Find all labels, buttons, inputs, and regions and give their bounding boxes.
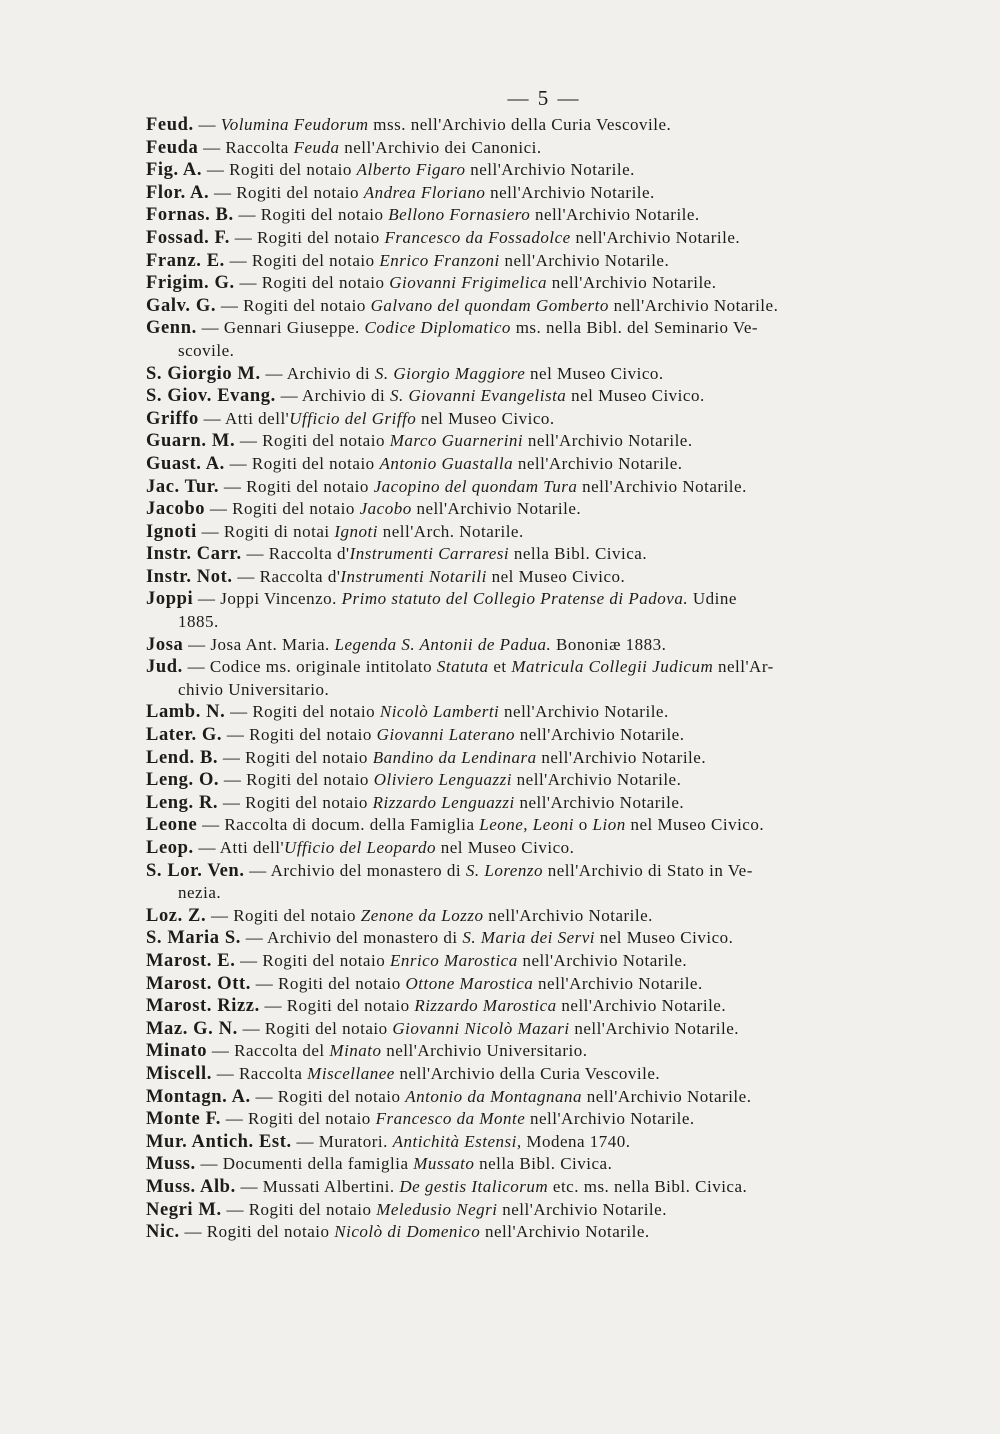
entry-text: nell'Archivio Notarile. [513, 453, 683, 473]
entry-italic-title: Meledusio Negri [376, 1199, 498, 1219]
entry-text: et [488, 657, 512, 677]
entry-text: — Raccolta di docum. della Famiglia [197, 815, 480, 835]
entry-italic-title: Enrico Franzoni [379, 250, 500, 270]
entry-text: — Rogiti del notaio [237, 1018, 393, 1038]
entry-italic-title: S. Maria dei Servi [462, 928, 596, 948]
entry-abbreviation: Fossad. F. [146, 227, 230, 248]
entry-text: — Rogiti del notaio [218, 747, 373, 767]
entry-text: nell'Archivio Notarile. [582, 1086, 752, 1106]
entry-text: — Rogiti di notai [196, 521, 335, 541]
entry-text: nell'Archivio Notarile. [515, 725, 685, 745]
entry-text: — Rogiti del notaio [250, 973, 406, 993]
entry-abbreviation: Galv. G. [146, 295, 217, 316]
entry-text: nel Museo Civico. [416, 408, 555, 428]
entry-text: ms. nella Bibl. del Seminario Ve- [510, 318, 759, 338]
entry-text: — Rogiti del notaio [225, 702, 380, 722]
entry-text: — Rogiti del notaio [222, 725, 377, 745]
entry-abbreviation: Instr. Carr. [146, 544, 242, 565]
entry-abbreviation: Guast. A. [146, 453, 225, 474]
entry-text: nell'Archivio Notarile. [497, 1199, 667, 1219]
entry-text: nell'Archivio Notarile. [556, 996, 727, 1016]
entry-abbreviation: Jac. Tur. [146, 476, 220, 497]
entry-abbreviation: Instr. Not. [146, 566, 233, 587]
list-item [146, 701, 906, 724]
entry-italic-title: Giovanni Frigimelica [389, 273, 548, 293]
entry-text: nell'Archivio Notarile. [483, 905, 653, 925]
entry-text: nella Bibl. Civica. [474, 1154, 613, 1174]
entry-abbreviation: Lamb. N. [146, 702, 226, 723]
entry-italic-title: Enrico Marostica [389, 950, 518, 970]
list-item [146, 385, 906, 408]
list-item [146, 1199, 906, 1222]
entry-text: — Gennari Giuseppe. [196, 318, 365, 338]
entry-abbreviation: S. Giorgio M. [146, 363, 261, 384]
list-item [146, 476, 906, 499]
entry-abbreviation: Minato [146, 1041, 208, 1062]
list-item [146, 137, 906, 160]
entry-italic-title: Mussato [413, 1154, 475, 1174]
entry-italic-title: Antonio Guastalla [379, 453, 514, 473]
list-item [146, 1221, 906, 1244]
entry-text: mss. nell'Archivio della Curia Vescovile. [368, 115, 672, 134]
entry-italic-title: Legenda S. Antonii de Padua. [334, 634, 552, 654]
entry-abbreviation: Mur. Antich. Est. [146, 1131, 292, 1152]
list-item [146, 498, 906, 521]
entry-text: — Documenti della famiglia [195, 1154, 414, 1174]
entry-text: etc. ms. nella Bibl. Civica. [548, 1176, 748, 1196]
entry-text: nel Museo Civico. [566, 386, 705, 406]
entry-italic-title: Feuda [293, 137, 340, 157]
entry-italic-title: Giovanni Nicolò Mazari [392, 1018, 570, 1038]
list-item [146, 114, 906, 137]
entry-italic-title: Zenone da Lozzo [360, 905, 484, 925]
list-item [146, 769, 906, 792]
entry-text: — Rogiti del notaio [179, 1222, 335, 1242]
entry-text: — Josa Ant. Maria. [183, 634, 335, 654]
entry-italic-title: Matricula Collegii Judicum [511, 657, 714, 677]
entry-italic-title: Marco Guarnerini [389, 431, 524, 451]
list-item [146, 363, 906, 386]
entry-text: — Rogiti del notaio [229, 227, 385, 247]
entry-text: — Rogiti del notaio [221, 1199, 377, 1219]
entry-abbreviation: Jud. [146, 657, 183, 678]
list-item [146, 250, 906, 273]
entry-text: — Rogiti del notaio [218, 792, 373, 812]
entry-italic-title: Ufficio del Leopardo [284, 838, 437, 857]
entry-text: — Atti dell' [198, 408, 290, 428]
entry-text: — Raccolta [211, 1063, 308, 1083]
entry-text: — Raccolta [198, 137, 294, 157]
entry-text: nell'Archivio dei Canonici. [339, 137, 542, 157]
entry-italic-title: Oliviero Lenguazzi [373, 770, 512, 790]
list-item [146, 295, 906, 318]
entry-abbreviation: Maz. G. N. [146, 1018, 238, 1039]
entry-text: — Rogiti del notaio [219, 476, 374, 496]
entry-text: nell'Ar- [713, 657, 774, 677]
entry-abbreviation: Jacobo [146, 499, 206, 520]
entry-text: nel Museo Civico. [436, 838, 575, 857]
list-item [146, 1063, 906, 1086]
entry-text: nell'Archivio Notarile. [547, 273, 717, 293]
entry-text: nell'Archivio Notarile. [411, 499, 582, 519]
list-item [146, 950, 906, 973]
list-item [146, 521, 906, 544]
entry-abbreviation: Feuda [146, 137, 199, 158]
entry-text: nell'Archivio Notarile. [480, 1222, 650, 1242]
entry-abbreviation: Later. G. [146, 725, 223, 746]
entry-italic-title: Instrumenti Carraresi [349, 544, 510, 564]
entry-continuation: chivio Universitario. [178, 679, 330, 699]
entry-text: nel Museo Civico. [595, 928, 734, 948]
entry-text: — Rogiti del notaio [219, 770, 374, 790]
list-item [146, 272, 906, 295]
list-item [146, 430, 906, 453]
entry-abbreviation: Lend. B. [146, 747, 219, 768]
entry-italic-title: Antichità Estensi, [392, 1131, 522, 1151]
entry-italic-title: Antonio da Montagnana [405, 1086, 583, 1106]
entry-abbreviation: Leng. O. [146, 770, 220, 791]
entry-text: nell'Archivio Notarile. [530, 205, 700, 225]
entry-text: — Rogiti del notaio [206, 905, 361, 925]
entry-abbreviation: S. Maria S. [146, 928, 241, 949]
entry-italic-title: Bellono Fornasiero [388, 205, 531, 225]
entry-abbreviation: Muss. Alb. [146, 1176, 236, 1197]
entry-text: nell'Archivio della Curia Vescovile. [394, 1063, 661, 1083]
list-item [146, 1086, 906, 1109]
entry-text: o [574, 815, 593, 835]
entry-abbreviation: S. Lor. Ven. [146, 860, 245, 881]
entry-text: — Mussati Albertini. [235, 1176, 400, 1196]
entry-abbreviation: Miscell. [146, 1063, 212, 1084]
list-item [146, 1018, 906, 1041]
entry-abbreviation: Franz. E. [146, 250, 225, 271]
entry-abbreviation: Nic. [146, 1222, 180, 1243]
entry-text: nel Museo Civico. [625, 815, 765, 835]
entry-text: — Rogiti del notaio [216, 295, 371, 315]
entry-text: nell'Archivio Notarile. [499, 250, 670, 270]
entry-abbreviation: Joppi [146, 589, 194, 610]
list-item [146, 317, 906, 362]
entry-abbreviation: Leng. R. [146, 792, 219, 813]
entry-text: nell'Archivio Notarile. [608, 295, 779, 315]
list-item [146, 1131, 906, 1154]
entry-text: nell'Archivio Notarile. [465, 160, 635, 180]
entry-text: — Rogiti del notaio [224, 250, 380, 270]
entry-text: — Rogiti del notaio [259, 996, 415, 1016]
entry-text: nell'Archivio Notarile. [577, 476, 747, 496]
entry-text: nell'Archivio Notarile. [517, 950, 688, 970]
list-item [146, 927, 906, 950]
list-item [146, 1153, 906, 1176]
entry-text: — Rogiti del notaio [233, 205, 389, 225]
entry-text: nell'Archivio Notarile. [499, 702, 669, 722]
list-item [146, 566, 906, 589]
entry-italic-title: Miscellanee [307, 1063, 395, 1083]
entry-abbreviation: Josa [146, 634, 184, 655]
entry-text: — Rogiti del notaio [202, 160, 357, 180]
entry-italic-title: Instrumenti Notarili [340, 566, 487, 586]
entry-text: nell'Archivio Universitario. [381, 1041, 588, 1061]
entry-abbreviation: Negri M. [146, 1199, 222, 1220]
entry-text: — Rogiti del notaio [221, 1109, 376, 1129]
entry-italic-title: Andrea Floriano [363, 182, 486, 202]
entry-abbreviation: S. Giov. Evang. [146, 386, 276, 407]
entry-abbreviation: Fornas. B. [146, 205, 234, 226]
abbreviation-list [146, 114, 906, 1244]
list-item [146, 724, 906, 747]
entry-text: — Rogiti del notaio [250, 1086, 406, 1106]
entry-italic-title: Galvano del quondam Gomberto [370, 295, 609, 315]
list-item [146, 860, 906, 905]
entry-italic-title: Statuta [436, 657, 489, 677]
entry-text: — Raccolta del [207, 1041, 330, 1061]
entry-italic-title: S. Giorgio Maggiore [374, 363, 526, 383]
list-item [146, 227, 906, 250]
entry-text: nell'Archivio Notarile. [525, 1109, 695, 1129]
entry-italic-title: Rizzardo Lenguazzi [372, 792, 515, 812]
entry-abbreviation: Monte F. [146, 1109, 222, 1130]
entry-text: — Rogiti del notaio [234, 273, 390, 293]
entry-italic-title: Ottone Marostica [405, 973, 534, 993]
entry-text: nell'Archivio Notarile. [514, 792, 685, 812]
entry-abbreviation: Frigim. G. [146, 273, 235, 294]
list-item [146, 792, 906, 815]
entry-text: — Raccolta d' [232, 566, 341, 586]
list-item [146, 204, 906, 227]
list-item [146, 1108, 906, 1131]
entry-abbreviation: Muss. [146, 1154, 196, 1175]
entry-text: nella Bibl. Civica. [509, 544, 648, 564]
list-item [146, 159, 906, 182]
entry-italic-title: Leone, Leoni [479, 815, 575, 835]
entry-text: — Archivio di [275, 386, 391, 406]
entry-text: nell'Archivio Notarile. [523, 431, 693, 451]
entry-abbreviation: Montagn. A. [146, 1086, 251, 1107]
entry-italic-title: Minato [329, 1041, 382, 1061]
entry-text: — Raccolta d' [241, 544, 350, 564]
entry-text: — Codice ms. originale intitolato [182, 657, 437, 677]
entry-text: Udine [688, 589, 737, 609]
entry-italic-title: Nicolò Lamberti [379, 702, 500, 722]
entry-abbreviation: Ignoti [146, 521, 197, 542]
list-item [146, 453, 906, 476]
entry-text: nell'Archivio Notarile. [511, 770, 682, 790]
list-item [146, 973, 906, 996]
entry-text: Modena 1740. [521, 1131, 631, 1151]
entry-text: — Rogiti del notaio [224, 453, 380, 473]
entry-continuation: scovile. [178, 340, 235, 360]
entry-abbreviation: Flor. A. [146, 182, 210, 203]
entry-italic-title: Jacobo [359, 499, 412, 519]
entry-continuation: 1885. [178, 612, 219, 632]
list-item [146, 182, 906, 205]
entry-abbreviation: Leone [146, 815, 198, 836]
entry-text: — Rogiti del notaio [209, 182, 364, 202]
list-item [146, 588, 906, 633]
entry-text: — [193, 115, 221, 134]
entry-abbreviation: Marost. Ott. [146, 973, 251, 994]
entry-text: nell'Archivio Notarile. [570, 227, 741, 247]
entry-italic-title: S. Lorenzo [465, 860, 543, 880]
entry-italic-title: Codice Diplomatico [364, 318, 511, 338]
entry-abbreviation: Feud. [146, 115, 194, 135]
entry-text: — Joppi Vincenzo. [193, 589, 342, 609]
list-item [146, 634, 906, 657]
entry-italic-title: S. Giovanni Evangelista [390, 386, 567, 406]
entry-text: nell'Archivio Notarile. [536, 747, 707, 767]
entry-text: — Archivio del monastero di [244, 860, 466, 880]
list-item [146, 543, 906, 566]
entry-text: nell'Archivio Notarile. [533, 973, 703, 993]
entry-abbreviation: Marost. E. [146, 950, 236, 971]
entry-text: — Archivio del monastero di [241, 928, 463, 948]
entry-italic-title: Jacopino del quondam Tura [373, 476, 578, 496]
list-item [146, 1040, 906, 1063]
list-item [146, 995, 906, 1018]
entry-italic-title: Bandino da Lendinara [372, 747, 537, 767]
entry-italic-title: Francesco da Monte [375, 1109, 526, 1129]
entry-italic-title: Francesco da Fossadolce [384, 227, 571, 247]
entry-italic-title: Primo statuto del Collegio Pratense di Padova. [341, 589, 689, 609]
list-item [146, 747, 906, 770]
entry-text: — Rogiti del notaio [205, 499, 360, 519]
entry-text: — Archivio di [260, 363, 375, 383]
list-item [146, 1176, 906, 1199]
entry-text: nel Museo Civico. [486, 566, 626, 586]
entry-italic-title: Giovanni Laterano [376, 725, 516, 745]
page-number: — 5 — [507, 86, 581, 110]
list-item [146, 408, 906, 431]
entry-text: Bononiæ 1883. [551, 634, 667, 654]
list-item [146, 814, 906, 837]
entry-abbreviation: Marost. Rizz. [146, 996, 260, 1017]
entry-continuation: nezia. [178, 883, 222, 903]
entry-text: nell'Archivio Notarile. [569, 1018, 739, 1038]
entry-italic-title: Ignoti [334, 521, 378, 541]
entry-italic-title: De gestis Italicorum [399, 1176, 549, 1196]
entry-italic-title: Rizzardo Marostica [414, 996, 557, 1016]
entry-abbreviation: Fig. A. [146, 160, 203, 181]
entry-italic-title: Volumina Feudorum [220, 115, 369, 134]
entry-text: nel Museo Civico. [525, 363, 664, 383]
entry-text: — Muratori. [291, 1131, 393, 1151]
entry-text: — Rogiti del notaio [235, 950, 390, 970]
entry-abbreviation: Genn. [146, 318, 197, 339]
entry-italic-title: Lion [592, 815, 626, 835]
entry-text: — Atti dell' [193, 838, 285, 857]
entry-text: nell'Arch. Notarile. [377, 521, 524, 541]
entry-italic-title: Ufficio del Griffo [289, 408, 417, 428]
entry-italic-title: Nicolò di Domenico [334, 1222, 481, 1242]
list-item [146, 905, 906, 928]
entry-abbreviation: Loz. Z. [146, 905, 207, 926]
entry-text: nell'Archivio Notarile. [485, 182, 655, 202]
entry-text: nell'Archivio di Stato in Ve- [542, 860, 753, 880]
list-item [146, 656, 906, 701]
entry-italic-title: Alberto Figaro [356, 160, 466, 180]
entry-abbreviation: Leop. [146, 838, 194, 858]
list-item [146, 837, 906, 860]
entry-text: — Rogiti del notaio [235, 431, 390, 451]
entry-abbreviation: Griffo [146, 408, 199, 429]
entry-abbreviation: Guarn. M. [146, 431, 236, 452]
